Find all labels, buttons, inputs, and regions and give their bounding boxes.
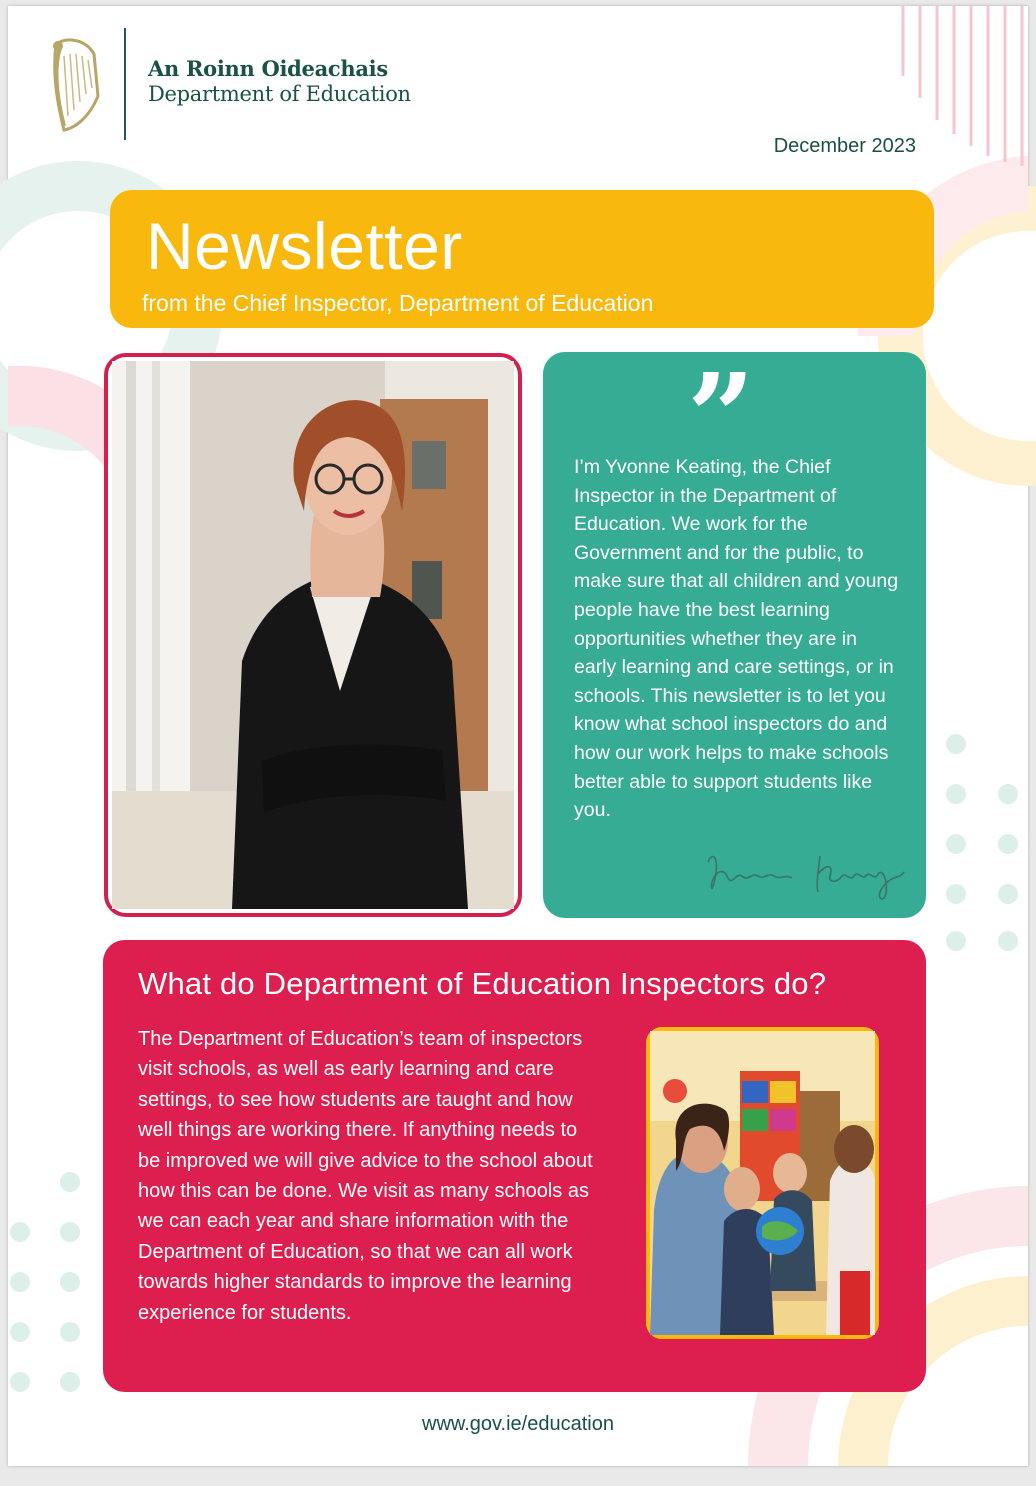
department-name-english: Department of Education xyxy=(148,82,411,106)
chief-inspector-photo xyxy=(104,353,522,917)
harp-logo-icon xyxy=(46,36,104,132)
department-name-irish: An Roinn Oideachais xyxy=(148,56,388,81)
issue-date: December 2023 xyxy=(773,135,916,157)
quote-text: I’m Yvonne Keating, the Chief Inspector in the Department of Education. We work for the Government and for the public, to make sure that all children and young people have the best learning opportunities whether they are in early learning and care settings, or in schools. This newsletter is to let you know what school inspectors do and how our work helps to make schools better able to support students like you. xyxy=(574,456,899,822)
newsletter-banner xyxy=(110,190,934,328)
portrait-illustration xyxy=(112,361,514,909)
logo-divider xyxy=(124,28,126,140)
newsletter-page xyxy=(8,6,1028,1466)
section-body: The Department of Education’s team of inspectors visit schools, as well as early learning and care settings, to see how students are taught and how well things are working there. If anything needs to be improved we will give advice to the school about how this can be done. We visit as many schools as we can each year and share information with the Department of Education, so that we can all work towards higher standards to improve the learning experience for students. xyxy=(138,1028,593,1324)
quote-mark-icon: ” xyxy=(687,347,755,486)
banner-subtitle: from the Chief Inspector, Department of Education xyxy=(142,290,654,316)
classroom-photo xyxy=(646,1027,879,1339)
classroom-illustration xyxy=(650,1031,875,1335)
section-heading: What do Department of Education Inspectors do? xyxy=(138,966,827,1001)
inspectors-info-section xyxy=(103,940,926,1392)
signature-icon xyxy=(698,829,918,902)
chief-inspector-quote-card xyxy=(543,347,926,918)
footer-website-link[interactable]: www.gov.ie/education xyxy=(422,1413,614,1435)
banner-title: Newsletter xyxy=(146,209,463,283)
signature-text: Yvonne Keating xyxy=(698,829,811,846)
